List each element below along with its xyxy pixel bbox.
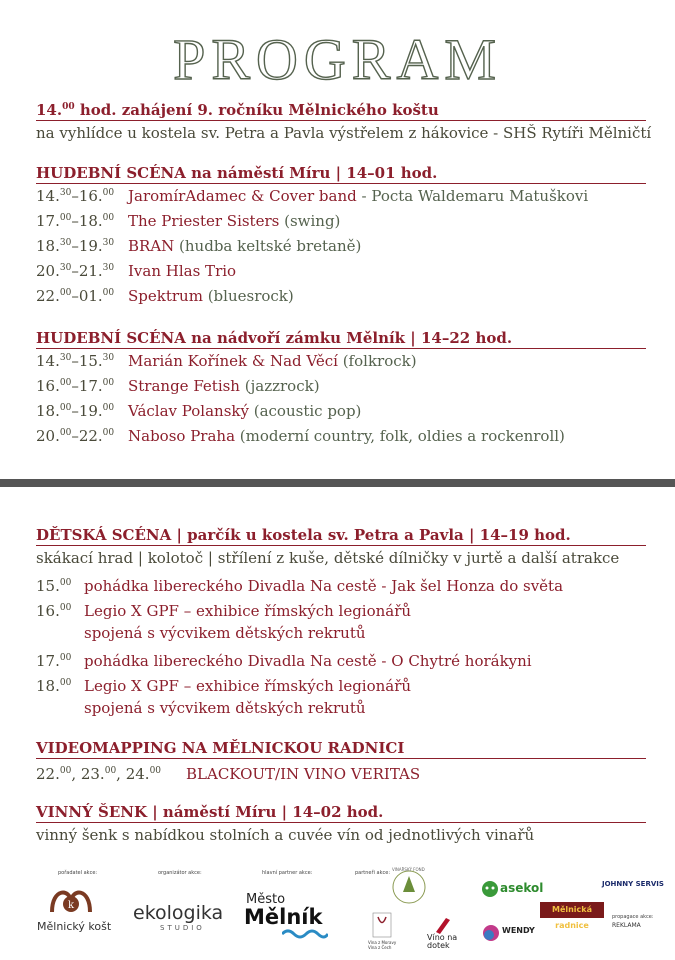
time-range: 14.30–16.00 xyxy=(36,187,115,205)
caption-organizator: organizátor akce: xyxy=(158,870,202,876)
wave-icon xyxy=(282,928,328,940)
performer-description: (acoustic pop) xyxy=(248,402,362,420)
melnicky-kost-text: Mělnický košt xyxy=(37,920,112,933)
program-row xyxy=(36,374,646,399)
video-section xyxy=(36,739,646,784)
opening-section xyxy=(36,101,652,146)
kids-event-continuation: spojená s výcvikem dětských rekrutů xyxy=(84,699,366,717)
shop-section xyxy=(36,803,646,848)
page-title: PROGRAM xyxy=(173,27,502,92)
wine-glass-icon xyxy=(372,912,392,938)
caption-partner: partneři akce: xyxy=(355,870,391,876)
kids-row xyxy=(36,571,646,596)
svg-text:k: k xyxy=(68,900,75,911)
program-row xyxy=(36,234,646,259)
time-range: 17.00–18.00 xyxy=(36,212,115,230)
caption-propagace: propagace akce: xyxy=(612,914,654,920)
kids-section xyxy=(36,526,646,721)
program-row xyxy=(36,209,646,234)
ekologika-sub: STUDIO xyxy=(160,924,205,932)
video-row xyxy=(36,759,646,784)
opening-heading: 14.00 hod. zahájení 9. ročníku Mělnického koštu xyxy=(36,101,646,121)
video-title: BLACKOUT/IN VINO VERITAS xyxy=(186,765,421,783)
kids-time: 17.00 xyxy=(36,652,72,670)
melnicka-radnice-logo: Mělnická radnice xyxy=(540,902,604,918)
kids-intro: skákací hrad | kolotoč | střílení z kuše, dětské dílničky v jurtě a další atrakce xyxy=(36,549,620,567)
caption-organizer: pořadatel akce: xyxy=(58,870,98,876)
vina-text: Vína z Moravy Vína z Čech xyxy=(368,940,397,950)
stage2-list xyxy=(36,349,646,449)
vinarsky-fond-logo xyxy=(388,866,430,908)
time-range: 18.00–19.00 xyxy=(36,402,115,420)
logo-strip xyxy=(0,862,675,960)
mesto-text: Město xyxy=(246,892,286,907)
performer-name: BRAN xyxy=(128,237,175,255)
stage1-section xyxy=(36,164,646,309)
program-row xyxy=(36,399,646,424)
shop-text: vinný šenk s nabídkou stolních a cuvée vín od jednotlivých vinařů xyxy=(36,826,535,844)
wendy-icon xyxy=(482,924,500,942)
stage1-list xyxy=(36,184,646,309)
time-range: 22.00–01.00 xyxy=(36,287,115,305)
performer-name: Strange Fetish xyxy=(128,377,240,395)
shop-heading: VINNÝ ŠENK | náměstí Míru | 14–02 hod. xyxy=(36,803,646,823)
performer-description: (folkrock) xyxy=(337,352,417,370)
video-dates: 22.00, 23.00, 24.00 xyxy=(36,765,162,783)
performer-name: JaromírAdamec & Cover band xyxy=(128,187,357,205)
performer-name: Václav Polanský xyxy=(128,402,249,420)
caption-main-partner: hlavní partner akce: xyxy=(262,870,313,876)
video-heading: VIDEOMAPPING NA MĚLNICKOU RADNICI xyxy=(36,739,646,759)
program-row xyxy=(36,184,646,209)
opening-text: na vyhlídce u kostela sv. Petra a Pavla výstřelem z hákovice - SHŠ Rytíři Mělničtí xyxy=(36,124,652,142)
kids-row xyxy=(36,596,646,621)
time-range: 18.30–19.30 xyxy=(36,237,115,255)
kids-time: 15.00 xyxy=(36,577,72,595)
performer-description: (bluesrock) xyxy=(202,287,294,305)
reklama-logo: REKLAMA xyxy=(612,922,641,929)
time-range: 20.00–22.00 xyxy=(36,427,115,445)
kids-event: pohádka libereckého Divadla Na cestě - O Chytré horákyni xyxy=(84,652,532,670)
stage2-heading: HUDEBNÍ SCÉNA na nádvoří zámku Mělník | 14–22 hod. xyxy=(36,329,646,349)
performer-description: (jazzrock) xyxy=(239,377,320,395)
kids-time: 18.00 xyxy=(36,677,72,695)
asekol-logo: asekol xyxy=(500,881,544,895)
performer-description: - Pocta Waldemaru Matuškovi xyxy=(356,187,589,205)
kids-event: Legio X GPF – exhibice římských legionářů xyxy=(84,602,412,620)
program-row xyxy=(36,259,646,284)
stage2-section xyxy=(36,329,646,449)
kids-row xyxy=(36,646,646,671)
program-row xyxy=(36,349,646,374)
performer-name: Spektrum xyxy=(128,287,203,305)
kids-event: pohádka libereckého Divadla Na cestě - Jak šel Honza do světa xyxy=(84,577,564,595)
kids-event: Legio X GPF – exhibice římských legionářů xyxy=(84,677,412,695)
performer-name: Ivan Hlas Trio xyxy=(128,262,237,280)
time-range: 20.30–21.30 xyxy=(36,262,115,280)
ekologika-logo: ekologika xyxy=(133,902,224,924)
performer-name: The Priester Sisters xyxy=(128,212,280,230)
kids-event-continuation: spojená s výcvikem dětských rekrutů xyxy=(84,624,366,642)
wendy-logo: WENDY xyxy=(502,926,535,935)
stage1-heading: HUDEBNÍ SCÉNA na náměstí Míru | 14–01 hod. xyxy=(36,164,646,184)
asekol-icon xyxy=(481,880,499,898)
johnny-servis-logo: JOHNNY SERVIS xyxy=(602,880,664,888)
performer-description: (swing) xyxy=(279,212,341,230)
program-row xyxy=(36,284,646,309)
performer-name: Naboso Praha xyxy=(128,427,236,445)
kids-list xyxy=(36,571,646,721)
performer-description: (moderní country, folk, oldies a rockenroll) xyxy=(235,427,565,445)
vinarsky-fond-text: VINAŘSKÝ FOND xyxy=(392,867,425,872)
performer-description: (hudba keltské bretaně) xyxy=(174,237,362,255)
melnicky-kost-logo xyxy=(48,882,94,916)
time-range: 16.00–17.00 xyxy=(36,377,115,395)
performer-name: Marián Kořínek & Nad Věcí xyxy=(128,352,338,370)
divider-bar xyxy=(0,479,675,487)
program-row xyxy=(36,424,646,449)
kids-heading: DĚTSKÁ SCÉNA | parčík u kostela sv. Petra a Pavla | 14–19 hod. xyxy=(36,526,646,546)
kids-row xyxy=(36,671,646,696)
melnik-logo: Mělník xyxy=(244,905,323,929)
vino-na-dotek-text: Víno na dotek xyxy=(427,933,458,950)
time-range: 14.30–15.30 xyxy=(36,352,115,370)
kids-time: 16.00 xyxy=(36,602,72,620)
